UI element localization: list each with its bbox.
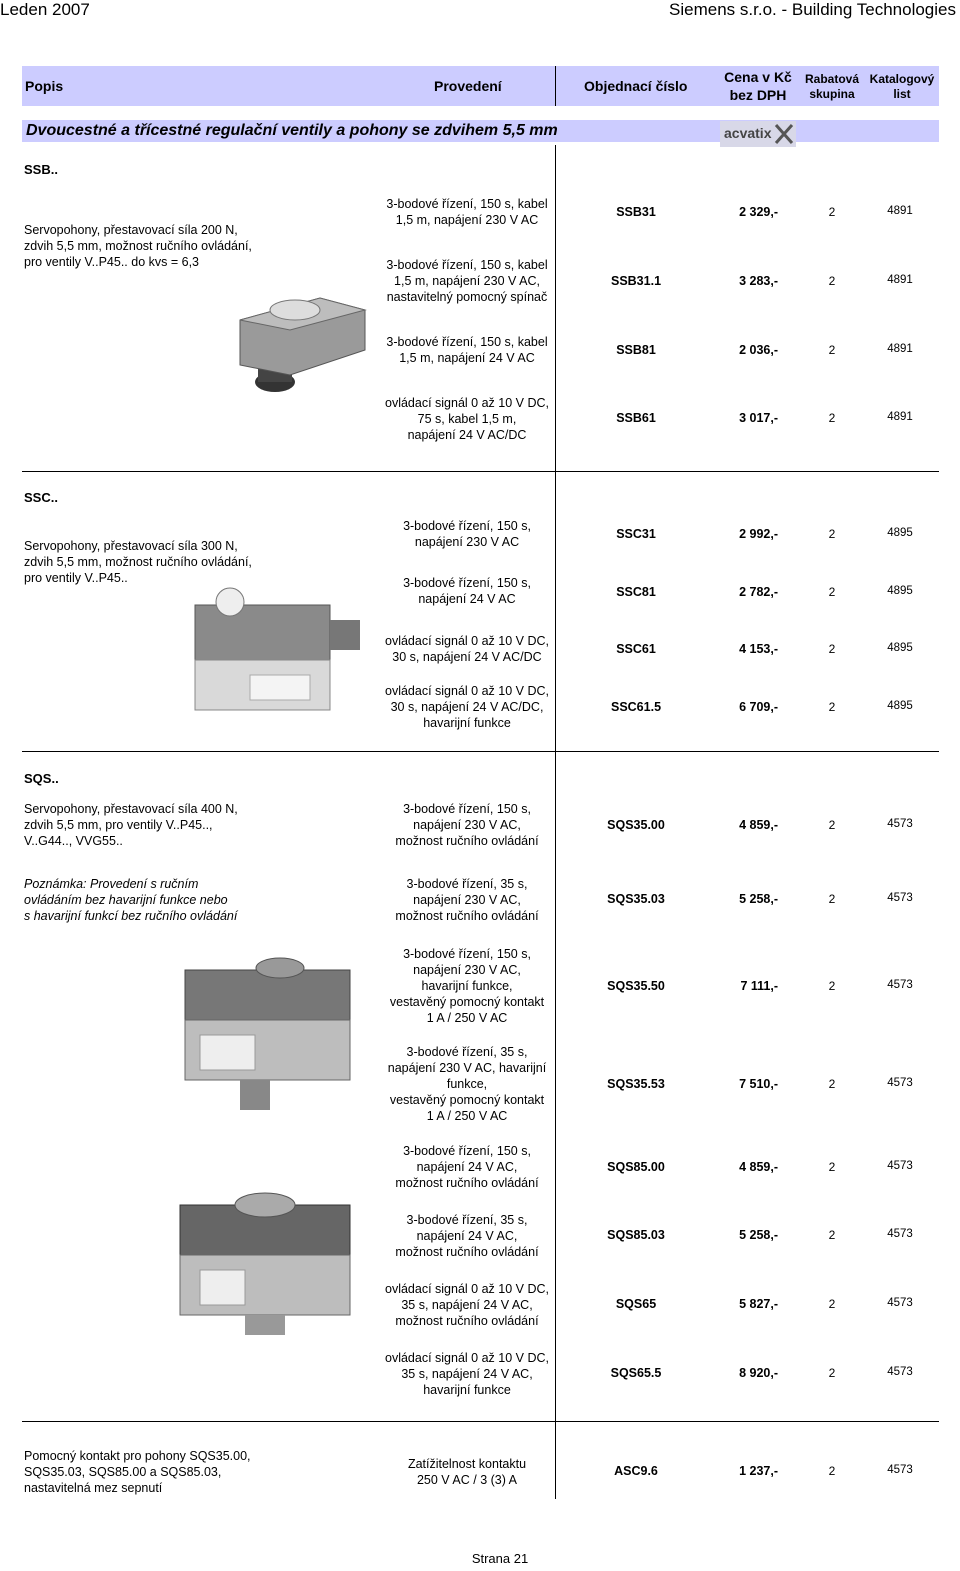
- desc-line: zdvih 5,5 mm, pro ventily V..P45..,: [24, 818, 213, 832]
- prov-line: 1 A / 250 V AC: [426, 1011, 508, 1025]
- prov-line: ovládací signál 0 až 10 V DC,: [385, 1282, 549, 1296]
- prov-line: ovládací signál 0 až 10 V DC,: [385, 634, 549, 648]
- header-company: Siemens s.r.o. - Building Technologies: [669, 0, 956, 19]
- catalog-sheet: 4573: [887, 1366, 913, 1378]
- prov-line: 3-bodové řízení, 150 s,: [403, 947, 531, 961]
- section-title: Dvoucestné a třícestné regulační ventily a pohony se zdvihem 5,5 mm: [26, 122, 558, 139]
- prov-line: napájení 24 V AC,: [416, 1160, 518, 1174]
- desc-line: pro ventily V..P45..: [24, 571, 128, 585]
- price: 2 036,-: [739, 343, 778, 357]
- catalog-sheet: 4573: [887, 979, 913, 991]
- section-bar: [22, 120, 939, 142]
- prov-line: 35 s, napájení 24 V AC,: [401, 1298, 533, 1312]
- rabat-group: 2: [828, 1366, 836, 1380]
- prov-line: napájení 230 V AC,: [413, 963, 521, 977]
- rabat-group: 2: [828, 979, 836, 993]
- group-divider: [22, 471, 939, 472]
- prov-line: 30 s, napájení 24 V AC/DC: [392, 650, 542, 664]
- catalog-sheet: 4573: [887, 1297, 913, 1309]
- order-code: ASC9.6: [614, 1464, 658, 1478]
- prov-line: 3-bodové řízení, 150 s,: [403, 519, 531, 533]
- rabat-group: 2: [828, 892, 836, 906]
- rabat-group: 2: [828, 527, 836, 541]
- col-rabat-line2: skupina: [809, 87, 855, 101]
- prov-line: možnost ručního ovládání: [395, 1245, 539, 1259]
- sqs-actuator-image-2: [175, 1185, 360, 1340]
- group-divider: [22, 751, 939, 752]
- prov-line: 1,5 m, napájení 24 V AC: [399, 351, 535, 365]
- prov-line: možnost ručního ovládání: [395, 834, 539, 848]
- prov-line: 30 s, napájení 24 V AC/DC,: [390, 700, 544, 714]
- price: 7 111,-: [740, 979, 778, 993]
- order-code: SSB31: [616, 205, 656, 219]
- prov-line: 3-bodové řízení, 150 s, kabel: [386, 197, 548, 211]
- desc-line: SQS35.03, SQS85.00 a SQS85.03,: [24, 1465, 222, 1479]
- row-provedeni: [377, 801, 557, 849]
- price: 4 859,-: [739, 1160, 778, 1174]
- order-code: SSB81: [616, 343, 656, 357]
- rabat-group: 2: [828, 205, 836, 219]
- order-code: SQS35.53: [607, 1077, 665, 1091]
- row-provedeni: [377, 1456, 557, 1488]
- order-code: SSC81: [616, 585, 656, 599]
- row-provedeni: [377, 876, 557, 924]
- catalog-sheet: 4891: [887, 411, 913, 423]
- order-code: SQS35.50: [607, 979, 665, 993]
- prov-line: ovládací signál 0 až 10 V DC,: [385, 1351, 549, 1365]
- rabat-group: 2: [828, 1160, 836, 1174]
- prov-line: 75 s, kabel 1,5 m,: [417, 412, 517, 426]
- row-provedeni: [377, 1143, 557, 1191]
- prov-line: 3-bodové řízení, 35 s,: [406, 1045, 528, 1059]
- order-code: SQS85.00: [607, 1160, 665, 1174]
- sqs-actuator-image-1: [180, 950, 360, 1120]
- desc-line: Pomocný kontakt pro pohony SQS35.00,: [24, 1449, 251, 1463]
- catalog-sheet: 4891: [887, 274, 913, 286]
- catalog-sheet: 4895: [887, 585, 913, 597]
- desc-line: nastavitelná mez sepnutí: [24, 1481, 163, 1495]
- note-line: Poznámka: Provedení s ručním: [24, 877, 199, 891]
- price: 2 782,-: [739, 585, 778, 599]
- prov-line: 1,5 m, napájení 230 V AC: [395, 213, 539, 227]
- note-line: s havarijní funkcí bez ručního ovládání: [24, 909, 238, 923]
- price: 2 992,-: [739, 527, 778, 541]
- order-code: SQS65: [615, 1297, 657, 1311]
- prov-line: 3-bodové řízení, 150 s, kabel: [386, 258, 548, 272]
- prov-line: 35 s, napájení 24 V AC,: [401, 1367, 533, 1381]
- prov-line: 3-bodové řízení, 150 s,: [403, 576, 531, 590]
- table-header: [22, 66, 939, 106]
- catalog-sheet: 4891: [887, 343, 913, 355]
- row-provedeni: [377, 334, 557, 366]
- prov-line: napájení 24 V AC,: [416, 1229, 518, 1243]
- row-provedeni: [377, 257, 557, 305]
- prov-line: napájení 230 V AC: [414, 535, 520, 549]
- prov-line: 3-bodové řízení, 150 s,: [403, 1144, 531, 1158]
- ssc-actuator-image: [190, 580, 370, 720]
- rabat-group: 2: [828, 411, 836, 425]
- group-divider: [22, 1421, 939, 1422]
- row-provedeni: [377, 1281, 557, 1329]
- col-cena: [708, 68, 808, 104]
- price: 3 017,-: [739, 411, 778, 425]
- logo-text: acvatix: [724, 125, 772, 141]
- acvatix-logo: [720, 121, 796, 147]
- prov-line: možnost ručního ovládání: [395, 1176, 539, 1190]
- prov-line: 1 A / 250 V AC: [426, 1109, 508, 1123]
- col-katalog-line1: Katalogový: [869, 72, 935, 86]
- rabat-group: 2: [828, 1297, 836, 1311]
- row-provedeni: [377, 633, 557, 665]
- row-provedeni: [377, 395, 557, 443]
- prov-line: havarijní funkce: [423, 716, 511, 730]
- catalog-sheet: 4573: [887, 1464, 913, 1476]
- prov-line: napájení 230 V AC,: [413, 818, 521, 832]
- rabat-group: 2: [828, 1228, 836, 1242]
- catalog-sheet: 4895: [887, 642, 913, 654]
- prov-line: havarijní funkce: [423, 1383, 511, 1397]
- group-desc-ssc: [24, 538, 252, 586]
- price: 3 283,-: [739, 274, 778, 288]
- prov-line: napájení 230 V AC, havarijní: [387, 1061, 547, 1075]
- col-objednaci: Objednací číslo: [584, 78, 688, 94]
- rabat-group: 2: [828, 818, 836, 832]
- group-desc-asc: [24, 1448, 251, 1496]
- price: 1 237,-: [739, 1464, 778, 1478]
- prov-line: funkce,: [446, 1077, 488, 1091]
- group-name-ssc: SSC..: [24, 490, 58, 505]
- price: 8 920,-: [739, 1366, 778, 1380]
- prov-line: 3-bodové řízení, 35 s,: [406, 877, 528, 891]
- row-provedeni: [377, 575, 557, 607]
- row-provedeni: [377, 1350, 557, 1398]
- order-code: SSC31: [616, 527, 656, 541]
- prov-line: napájení 24 V AC: [418, 592, 516, 606]
- prov-line: 250 V AC / 3 (3) A: [416, 1473, 518, 1487]
- price: 4 859,-: [739, 818, 778, 832]
- group-desc-ssb: [24, 222, 252, 270]
- rabat-group: 2: [828, 700, 836, 714]
- group-name-ssb: SSB..: [24, 162, 58, 177]
- group-desc-sqs: [24, 801, 238, 849]
- page-number: Strana 21: [471, 1551, 529, 1566]
- prov-line: 3-bodové řízení, 150 s,: [403, 802, 531, 816]
- row-provedeni: [377, 946, 557, 1026]
- prov-line: možnost ručního ovládání: [395, 909, 539, 923]
- catalog-sheet: 4573: [887, 1077, 913, 1089]
- ssb-actuator-image: [230, 280, 370, 400]
- order-code: SQS65.5: [610, 1366, 662, 1380]
- prov-line: nastavitelný pomocný spínač: [386, 290, 548, 304]
- col-rabat: [800, 72, 864, 102]
- prov-line: ovládací signál 0 až 10 V DC,: [385, 396, 549, 410]
- order-code: SSC61.5: [610, 700, 662, 714]
- catalog-sheet: 4573: [887, 892, 913, 904]
- group-note-sqs: [24, 876, 237, 924]
- price: 5 827,-: [739, 1297, 778, 1311]
- prov-line: napájení 230 V AC,: [413, 893, 521, 907]
- col-katalog-line2: list: [893, 87, 911, 101]
- rabat-group: 2: [828, 585, 836, 599]
- row-provedeni: [377, 1044, 557, 1124]
- prov-line: Zatížitelnost kontaktu: [407, 1457, 527, 1471]
- order-code: SSC61: [616, 642, 656, 656]
- rabat-group: 2: [828, 274, 836, 288]
- order-code: SQS35.03: [607, 892, 665, 906]
- row-provedeni: [377, 1212, 557, 1260]
- prov-line: havarijní funkce,: [421, 979, 513, 993]
- price: 2 329,-: [739, 205, 778, 219]
- order-code: SQS35.00: [607, 818, 665, 832]
- header-date: Leden 2007: [0, 0, 90, 19]
- group-name-sqs: SQS..: [24, 771, 59, 786]
- price: 5 258,-: [739, 892, 778, 906]
- desc-line: pro ventily V..P45.. do kvs = 6,3: [24, 255, 199, 269]
- prov-line: možnost ručního ovládání: [395, 1314, 539, 1328]
- prov-line: napájení 24 V AC/DC: [407, 428, 527, 442]
- rabat-group: 2: [828, 343, 836, 357]
- prov-line: 1,5 m, napájení 230 V AC,: [394, 274, 540, 288]
- col-popis: Popis: [25, 78, 64, 94]
- catalog-sheet: 4573: [887, 818, 913, 830]
- desc-line: zdvih 5,5 mm, možnost ručního ovládání,: [24, 239, 252, 253]
- row-provedeni: [377, 518, 557, 550]
- row-provedeni: [377, 196, 557, 228]
- order-code: SSB31.1: [610, 274, 662, 288]
- prov-line: 3-bodové řízení, 150 s, kabel: [386, 335, 548, 349]
- catalog-sheet: 4895: [887, 700, 913, 712]
- price: 5 258,-: [739, 1228, 778, 1242]
- col-provedeni: Provedení: [434, 78, 502, 94]
- note-line: ovládáním bez havarijní funkce nebo: [24, 893, 228, 907]
- prov-line: vestavěný pomocný kontakt: [389, 995, 545, 1009]
- price: 4 153,-: [739, 642, 778, 656]
- order-code: SSB61: [616, 411, 656, 425]
- prov-line: 3-bodové řízení, 35 s,: [406, 1213, 528, 1227]
- col-cena-line2: bez DPH: [729, 87, 787, 103]
- row-provedeni: [377, 683, 557, 731]
- price: 6 709,-: [739, 700, 778, 714]
- col-katalog: [866, 72, 938, 102]
- rabat-group: 2: [828, 642, 836, 656]
- desc-line: Servopohony, přestavovací síla 400 N,: [24, 802, 238, 816]
- desc-line: Servopohony, přestavovací síla 300 N,: [24, 539, 238, 553]
- col-cena-line1: Cena v Kč: [724, 69, 792, 85]
- column-divider: [555, 66, 556, 106]
- catalog-sheet: 4573: [887, 1160, 913, 1172]
- desc-line: Servopohony, přestavovací síla 200 N,: [24, 223, 238, 237]
- catalog-sheet: 4573: [887, 1228, 913, 1240]
- order-code: SQS85.03: [607, 1228, 665, 1242]
- desc-line: zdvih 5,5 mm, možnost ručního ovládání,: [24, 555, 252, 569]
- prov-line: ovládací signál 0 až 10 V DC,: [385, 684, 549, 698]
- rabat-group: 2: [828, 1464, 836, 1478]
- catalog-sheet: 4891: [887, 205, 913, 217]
- desc-line: V..G44.., VVG55..: [24, 834, 123, 848]
- catalog-sheet: 4895: [887, 527, 913, 539]
- price: 7 510,-: [739, 1077, 778, 1091]
- col-rabat-line1: Rabatová: [804, 72, 860, 86]
- rabat-group: 2: [828, 1077, 836, 1091]
- prov-line: vestavěný pomocný kontakt: [389, 1093, 545, 1107]
